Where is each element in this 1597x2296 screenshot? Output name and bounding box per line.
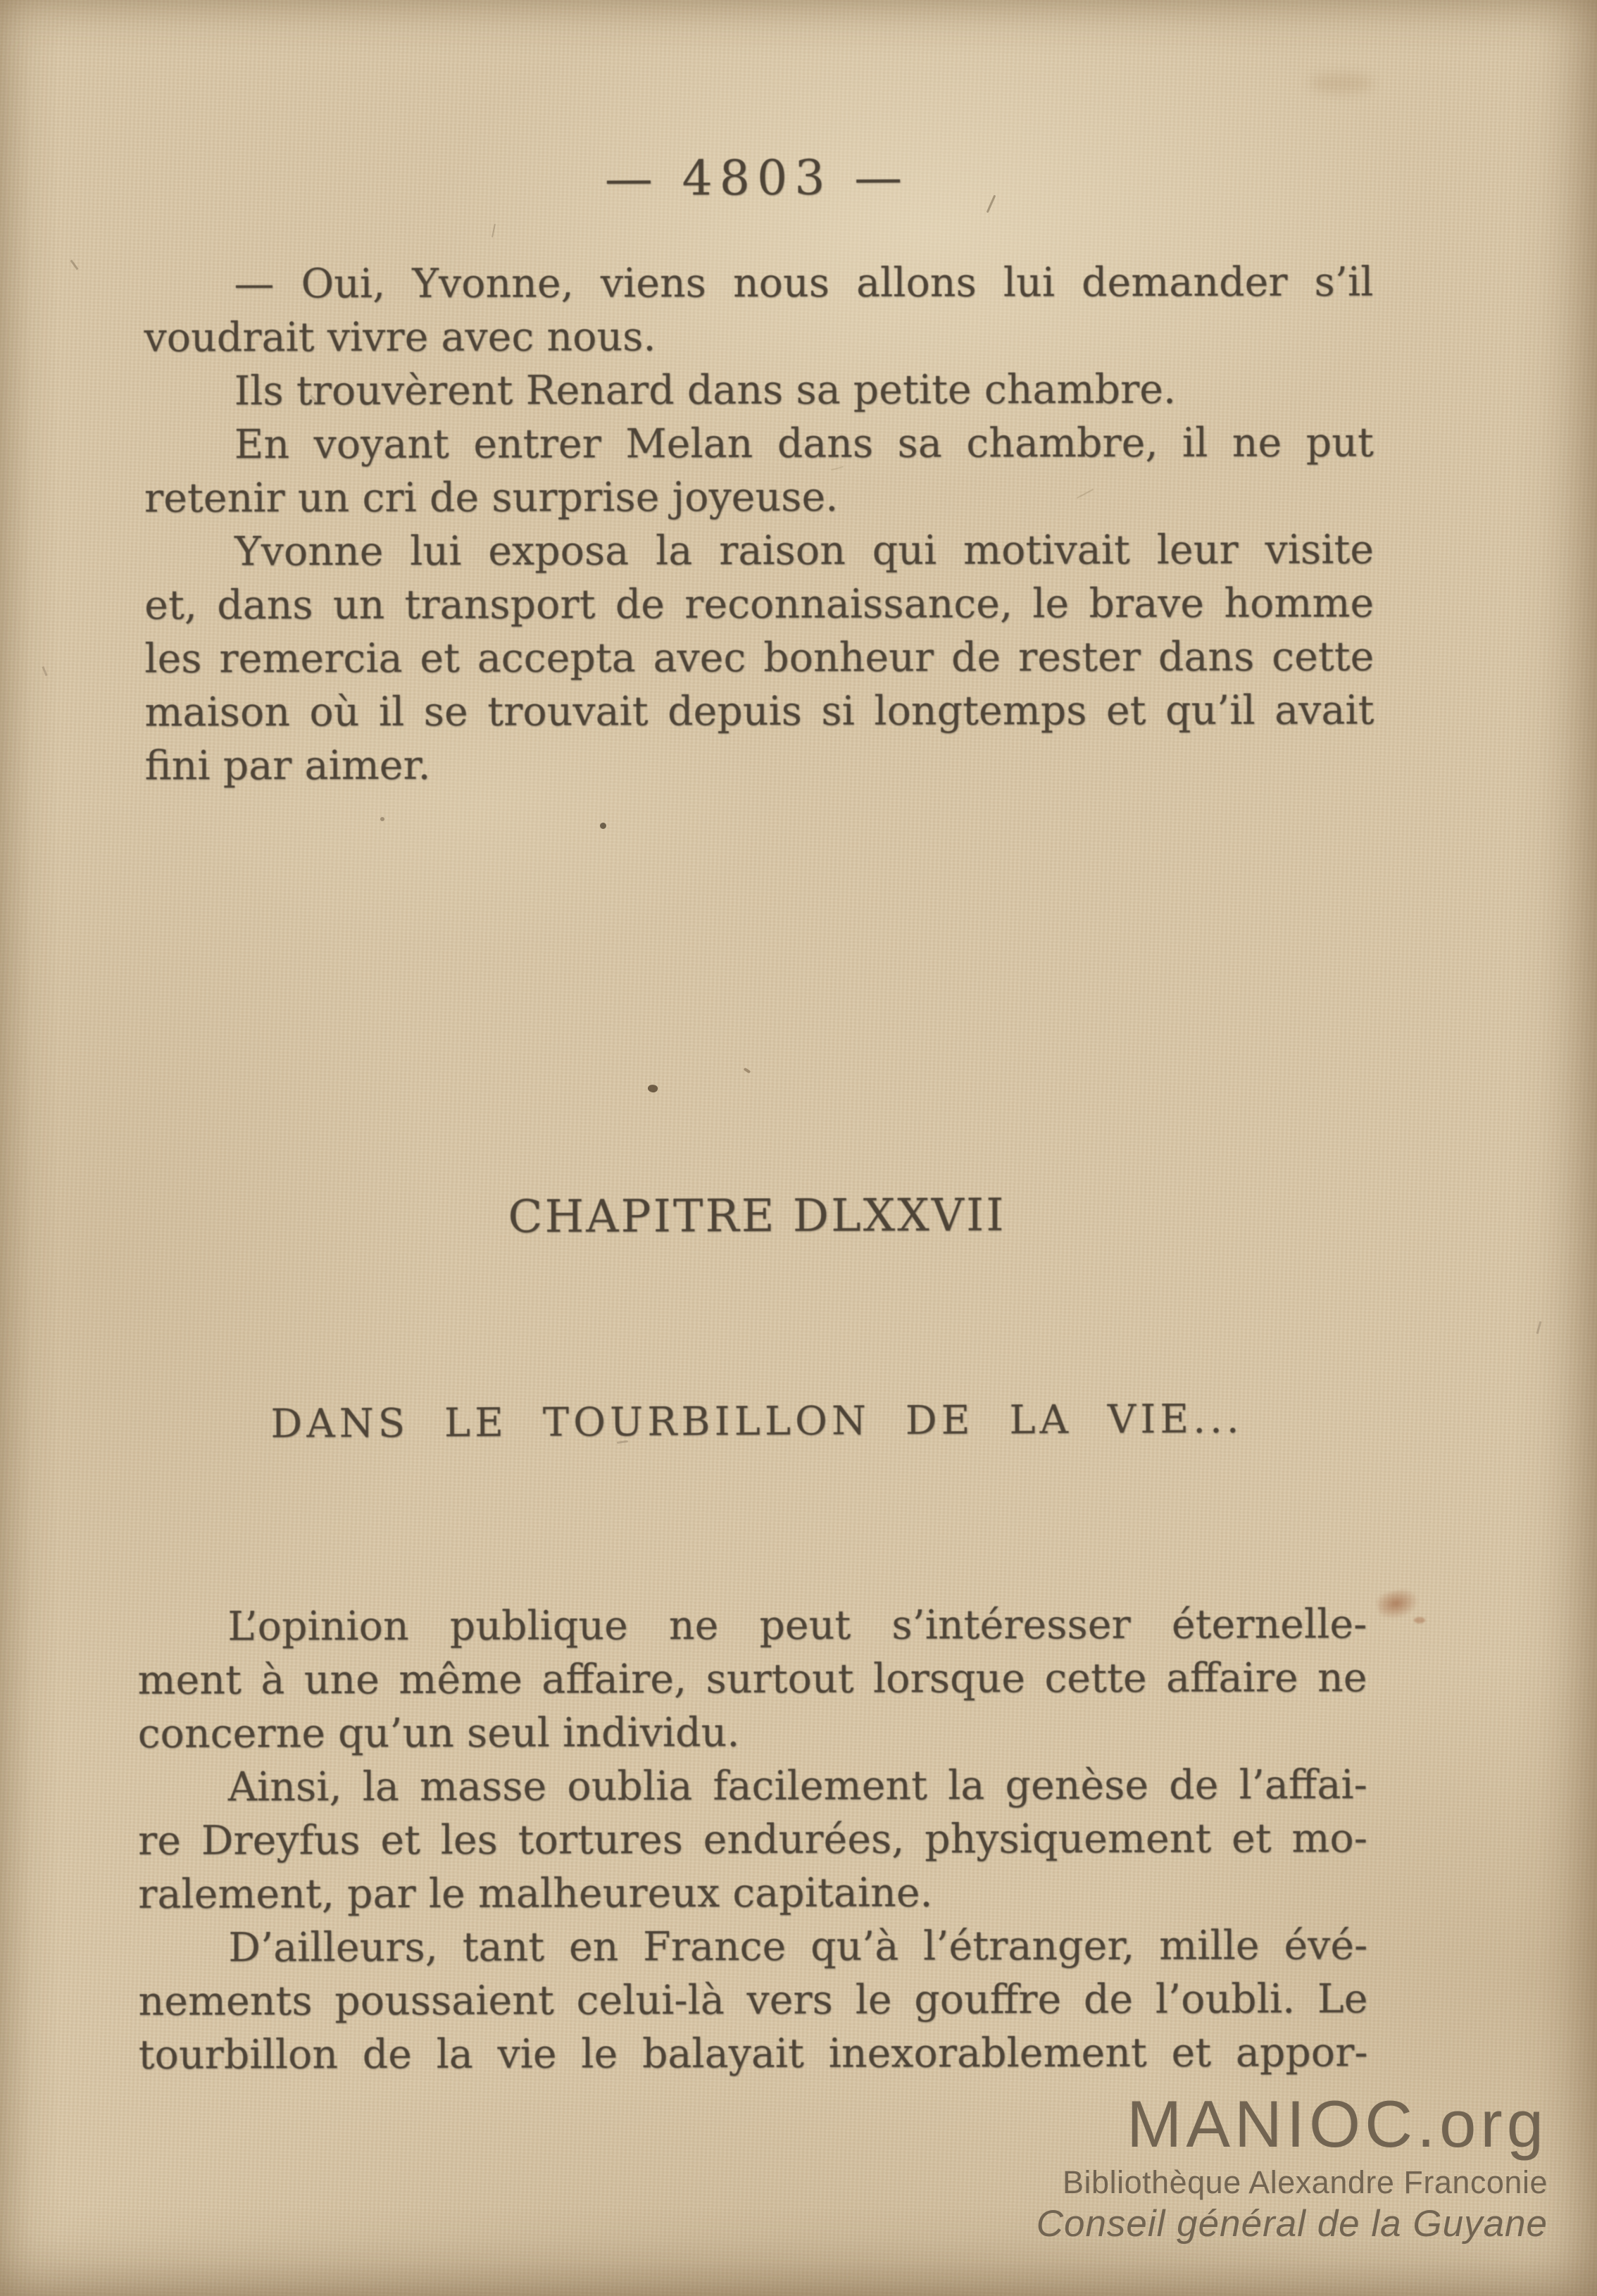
rust-stain [1414,1617,1425,1623]
body-text-section [137,1597,1367,2082]
text-line: concerne qu’un seul individu. [137,1709,740,1757]
paragraph [137,1597,1367,1761]
paragraph [144,416,1374,525]
chapter-title: DANS LE TOURBILLON DE LA VIE... [270,1396,1244,1447]
watermark-site-name: MANIOC.org [1127,2087,1548,2161]
watermark-collection-name: Conseil général de la Guyane [1036,2203,1548,2245]
text-line: voudrait vivre avec nous. [144,313,656,361]
text-line: Ainsi, la masse oublia facilement la genèse de l’affai- [227,1761,1367,1811]
text-line: D’ailleurs, tant en France qu’à l’étranger, mille évé- [228,1922,1368,1971]
scan-scratch [70,260,79,270]
text-line: — Oui, Yvonne, viens nous allons lui demander s’il [234,258,1374,308]
scan-scratch [491,224,496,237]
watermark-library-name: Bibliothèque Alexandre Franconie [1063,2164,1548,2200]
scan-scratch [1536,1321,1542,1334]
paragraph [138,1918,1367,2082]
text-line: maison où il se trouvait depuis si longtemps et qu’il avait [144,687,1374,736]
text-line: En voyant entrer Melan dans sa chambre, il ne put [234,419,1374,468]
text-line: Yvonne lui exposa la raison qui motivait leur visite [234,526,1374,575]
library-watermark [1037,2089,1548,2245]
paragraph [138,1758,1367,1921]
text-line: L’opinion publique ne peut s’intéresser éternelle- [227,1601,1367,1650]
text-line: nements poussaient celui-là vers le gouffre de l’oubli. Le [138,1976,1368,2025]
paragraph [144,255,1373,364]
text-line: tourbillon de la vie le balayait inexorablement et appor- [138,2029,1368,2078]
text-line: re Dreyfus et les tortures endurées, physiquement et mo- [137,1815,1368,1864]
rust-stain [1374,1586,1422,1623]
text-line: ralement, par le malheureux capitaine. [138,1869,933,1918]
paper-speck [380,817,384,821]
text-line: Ils trouvèrent Renard dans sa petite chambre. [234,366,1177,415]
paper-smudge [1310,73,1373,93]
paragraph [144,362,1374,418]
text-line: fini par aimer. [144,742,431,790]
text-line: les remercia et accepta avec bonheur de rester dans cette [144,633,1374,682]
paragraph [144,523,1374,792]
paper-speck [744,1068,751,1074]
paper-speck [647,1083,659,1094]
top-text-section [144,255,1374,792]
scan-scratch [42,666,47,676]
page-number: — 4803 — [604,150,910,207]
chapter-heading: CHAPITRE DLXXVII [508,1189,1006,1244]
text-line: retenir un cri de surprise joyeuse. [144,473,839,522]
paper-speck [600,823,606,829]
text-line: et, dans un transport de reconnaissance, le brave homme [144,580,1374,629]
text-line: ment à une même affaire, surtout lorsque cette affaire ne [137,1654,1367,1704]
